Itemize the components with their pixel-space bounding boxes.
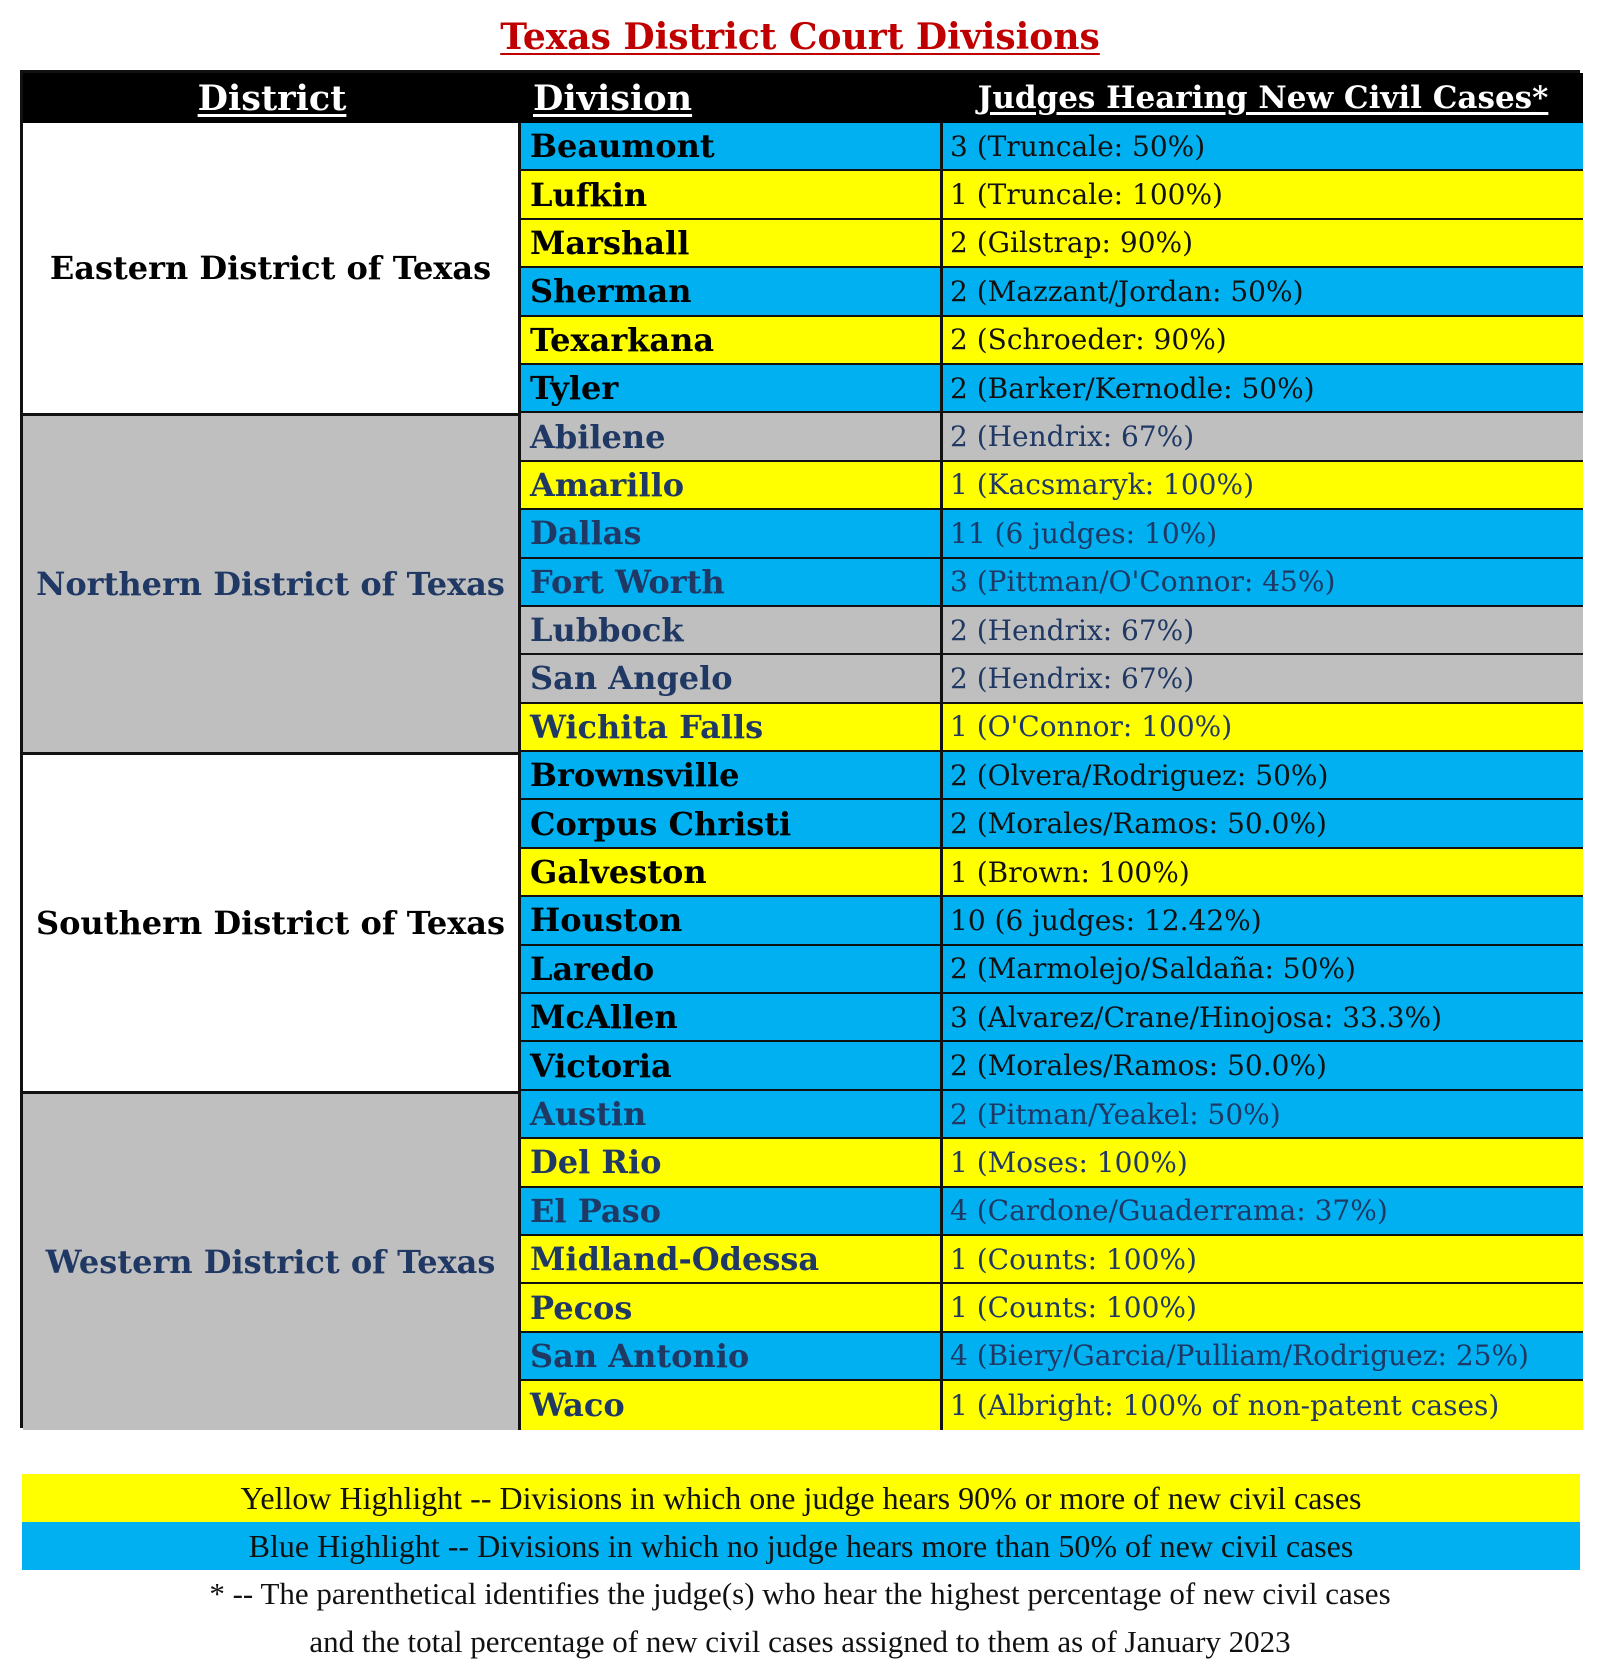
header-judges: Judges Hearing New Civil Cases* (943, 73, 1583, 123)
division-name: Laredo (521, 946, 943, 994)
judges-cell: 1 (Moses: 100%) (943, 1139, 1583, 1187)
division-name: Amarillo (521, 462, 943, 510)
division-name: Houston (521, 897, 943, 945)
division-name: Lubbock (521, 607, 943, 655)
division-name: San Antonio (521, 1333, 943, 1381)
judges-cell: 11 (6 judges: 10%) (943, 510, 1583, 558)
judges-cell: 2 (Gilstrap: 90%) (943, 220, 1583, 268)
judges-cell: 3 (Pittman/O'Connor: 45%) (943, 559, 1583, 607)
judges-cell: 2 (Mazzant/Jordan: 50%) (943, 268, 1583, 316)
judges-cell: 2 (Hendrix: 67%) (943, 655, 1583, 703)
division-name: Lufkin (521, 171, 943, 219)
division-name: Pecos (521, 1284, 943, 1332)
division-name: Waco (521, 1381, 943, 1429)
division-name: Tyler (521, 365, 943, 413)
judges-cell: 2 (Hendrix: 67%) (943, 607, 1583, 655)
judges-cell: 2 (Morales/Ramos: 50.0%) (943, 800, 1583, 848)
judges-cell: 1 (Albright: 100% of non-patent cases) (943, 1381, 1583, 1429)
district-name: Eastern District of Texas (23, 123, 521, 413)
division-name: Victoria (521, 1042, 943, 1090)
judges-cell: 4 (Biery/Garcia/Pulliam/Rodriguez: 25%) (943, 1333, 1583, 1381)
division-name: Austin (521, 1091, 943, 1139)
judges-cell: 1 (O'Connor: 100%) (943, 704, 1583, 752)
judges-cell: 2 (Morales/Ramos: 50.0%) (943, 1042, 1583, 1090)
judges-cell: 1 (Kacsmaryk: 100%) (943, 462, 1583, 510)
division-name: Marshall (521, 220, 943, 268)
judges-cell: 1 (Counts: 100%) (943, 1284, 1583, 1332)
judges-cell: 1 (Brown: 100%) (943, 849, 1583, 897)
division-name: Texarkana (521, 317, 943, 365)
judges-cell: 2 (Marmolejo/Saldaña: 50%) (943, 946, 1583, 994)
district-name: Northern District of Texas (23, 413, 521, 752)
divisions-table (20, 70, 1580, 1428)
division-name: Corpus Christi (521, 800, 943, 848)
division-name: Galveston (521, 849, 943, 897)
header-district: District (23, 73, 521, 123)
division-name: Dallas (521, 510, 943, 558)
district-name: Western District of Texas (23, 1091, 521, 1430)
judges-cell: 2 (Schroeder: 90%) (943, 317, 1583, 365)
division-name: Beaumont (521, 123, 943, 171)
page-title: Texas District Court Divisions (500, 16, 1100, 58)
legend-blue: Blue Highlight -- Divisions in which no judge hears more than 50% of new civil cases (22, 1522, 1580, 1570)
judges-cell: 10 (6 judges: 12.42%) (943, 897, 1583, 945)
division-name: Sherman (521, 268, 943, 316)
judges-cell: 1 (Truncale: 100%) (943, 171, 1583, 219)
judges-cell: 4 (Cardone/Guaderrama: 37%) (943, 1188, 1583, 1236)
division-name: Wichita Falls (521, 704, 943, 752)
district-name: Southern District of Texas (23, 752, 521, 1091)
footnote-line-1: * -- The parenthetical identifies the judge(s) who hear the highest percentage of new civil cases (209, 1576, 1391, 1611)
division-name: El Paso (521, 1188, 943, 1236)
judges-cell: 1 (Counts: 100%) (943, 1236, 1583, 1284)
division-name: San Angelo (521, 655, 943, 703)
legend-yellow: Yellow Highlight -- Divisions in which one judge hears 90% or more of new civil cases (22, 1474, 1580, 1522)
division-name: Del Rio (521, 1139, 943, 1187)
division-name: Brownsville (521, 752, 943, 800)
footnote-line-2: and the total percentage of new civil cases assigned to them as of January 2023 (309, 1624, 1291, 1659)
division-name: McAllen (521, 994, 943, 1042)
division-name: Fort Worth (521, 559, 943, 607)
judges-cell: 3 (Alvarez/Crane/Hinojosa: 33.3%) (943, 994, 1583, 1042)
division-name: Abilene (521, 413, 943, 461)
judges-cell: 2 (Pitman/Yeakel: 50%) (943, 1091, 1583, 1139)
judges-cell: 3 (Truncale: 50%) (943, 123, 1583, 171)
judges-cell: 2 (Hendrix: 67%) (943, 413, 1583, 461)
header-division: Division (521, 73, 943, 123)
judges-cell: 2 (Olvera/Rodriguez: 50%) (943, 752, 1583, 800)
judges-cell: 2 (Barker/Kernodle: 50%) (943, 365, 1583, 413)
division-name: Midland-Odessa (521, 1236, 943, 1284)
